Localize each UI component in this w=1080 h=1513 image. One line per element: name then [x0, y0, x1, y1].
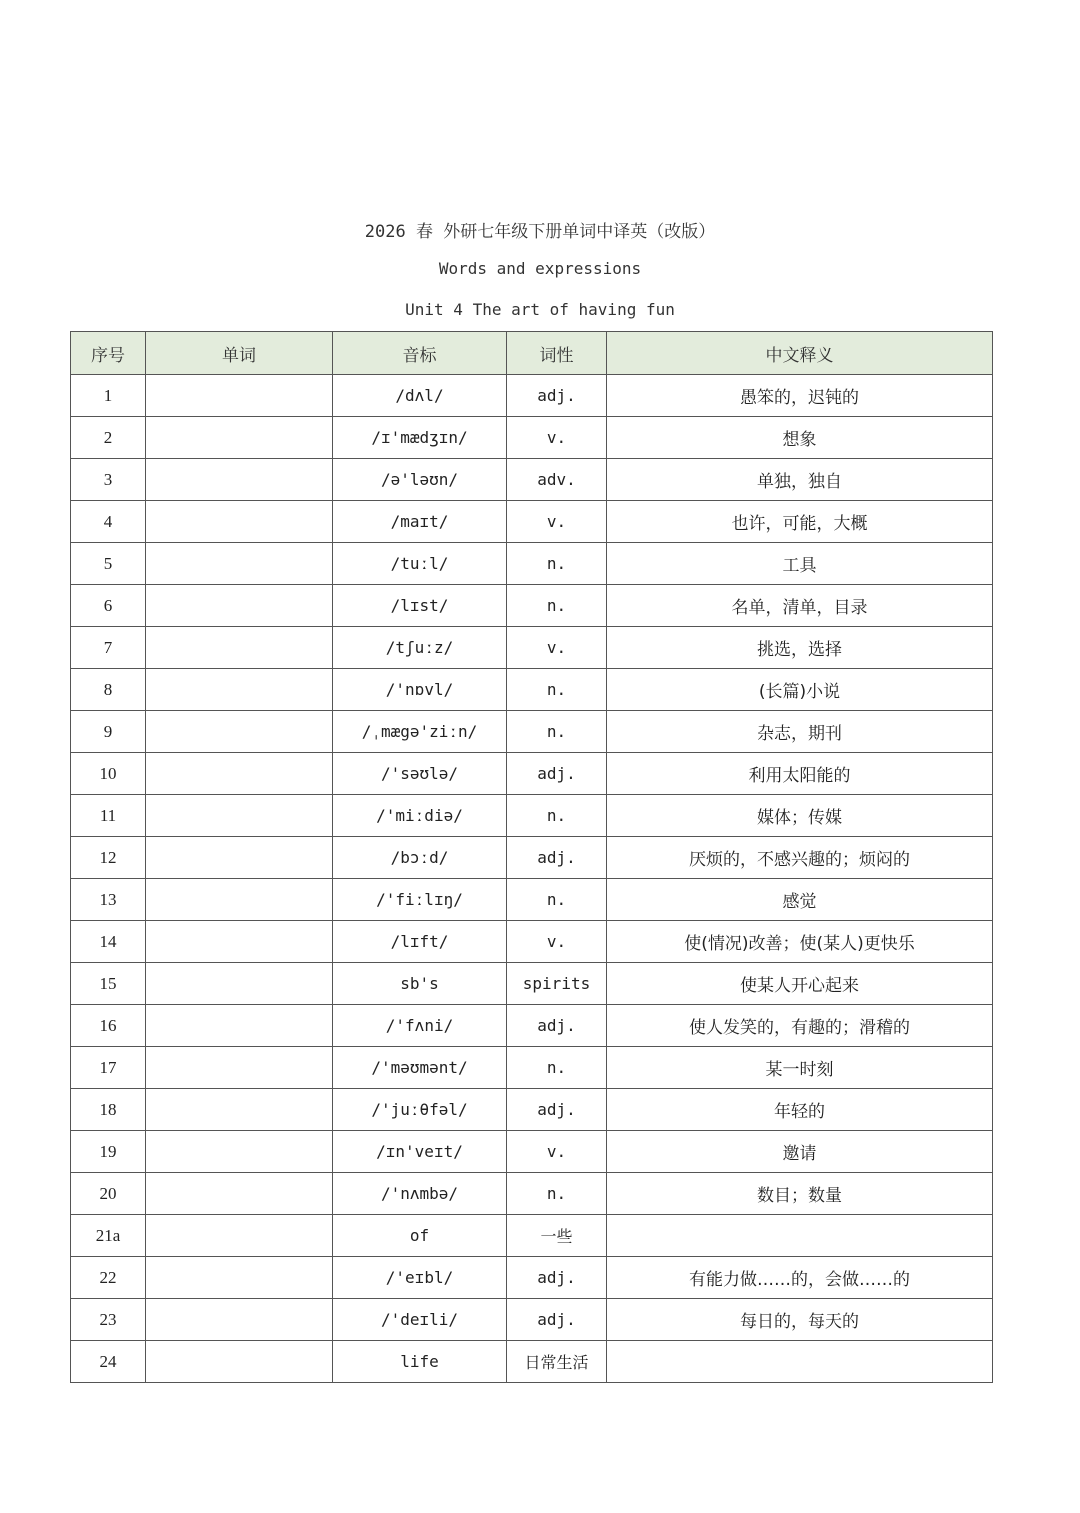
header-num: 序号 [71, 332, 146, 375]
meaning-cell: 工具 [607, 543, 993, 585]
word-cell[interactable] [146, 627, 333, 669]
word-cell[interactable] [146, 1131, 333, 1173]
table-row [71, 711, 993, 753]
word-cell[interactable] [146, 837, 333, 879]
table-row [71, 543, 993, 585]
meaning-cell [607, 1341, 993, 1383]
part-of-speech-cell: n. [507, 1173, 607, 1215]
table-body [71, 375, 993, 1383]
part-of-speech-cell: adj. [507, 375, 607, 417]
document-title: 2026 春 外研七年级下册单词中译英（改版） [364, 222, 716, 242]
table-row [71, 1005, 993, 1047]
row-number: 12 [71, 837, 146, 879]
word-cell[interactable] [146, 1005, 333, 1047]
part-of-speech-cell: spirits [507, 963, 607, 1005]
part-of-speech-cell: n. [507, 795, 607, 837]
row-number: 10 [71, 753, 146, 795]
table-row [71, 417, 993, 459]
ipa-cell: /lɪst/ [333, 585, 507, 627]
row-number: 16 [71, 1005, 146, 1047]
meaning-cell: 年轻的 [607, 1089, 993, 1131]
row-number: 8 [71, 669, 146, 711]
part-of-speech-cell: v. [507, 1131, 607, 1173]
ipa-cell: /bɔːd/ [333, 837, 507, 879]
row-number: 15 [71, 963, 146, 1005]
row-number: 18 [71, 1089, 146, 1131]
meaning-cell: 名单，清单，目录 [607, 585, 993, 627]
row-number: 21a [71, 1215, 146, 1257]
ipa-cell: /'nʌmbə/ [333, 1173, 507, 1215]
part-of-speech-cell: v. [507, 921, 607, 963]
table-row [71, 1047, 993, 1089]
unit-title: Unit 4 The art of having fun [405, 300, 675, 319]
row-number: 14 [71, 921, 146, 963]
ipa-cell: /ə'ləʊn/ [333, 459, 507, 501]
part-of-speech-cell: n. [507, 711, 607, 753]
ipa-cell: /'səʊlə/ [333, 753, 507, 795]
ipa-cell: /'məʊmənt/ [333, 1047, 507, 1089]
word-cell[interactable] [146, 1047, 333, 1089]
table-row [71, 1131, 993, 1173]
word-cell[interactable] [146, 1089, 333, 1131]
meaning-cell: 挑选，选择 [607, 627, 993, 669]
word-cell[interactable] [146, 543, 333, 585]
meaning-cell: 使某人开心起来 [607, 963, 993, 1005]
word-cell[interactable] [146, 1341, 333, 1383]
word-cell[interactable] [146, 1299, 333, 1341]
word-cell[interactable] [146, 585, 333, 627]
meaning-cell [607, 1215, 993, 1257]
meaning-cell: 有能力做……的，会做……的 [607, 1257, 993, 1299]
part-of-speech-cell: v. [507, 627, 607, 669]
table-row [71, 1341, 993, 1383]
ipa-cell: /maɪt/ [333, 501, 507, 543]
ipa-cell: /ɪ'mædʒɪn/ [333, 417, 507, 459]
row-number: 13 [71, 879, 146, 921]
meaning-cell: 使人发笑的，有趣的；滑稽的 [607, 1005, 993, 1047]
row-number: 4 [71, 501, 146, 543]
word-cell[interactable] [146, 1257, 333, 1299]
word-cell[interactable] [146, 921, 333, 963]
ipa-cell: /ɪn'veɪt/ [333, 1131, 507, 1173]
meaning-cell: 数目；数量 [607, 1173, 993, 1215]
row-number: 19 [71, 1131, 146, 1173]
word-cell[interactable] [146, 417, 333, 459]
part-of-speech-cell: adj. [507, 1257, 607, 1299]
ipa-cell: /'nɒvl/ [333, 669, 507, 711]
row-number: 7 [71, 627, 146, 669]
table-row [71, 837, 993, 879]
row-number: 5 [71, 543, 146, 585]
row-number: 3 [71, 459, 146, 501]
ipa-cell: sb's [333, 963, 507, 1005]
meaning-cell: 想象 [607, 417, 993, 459]
row-number: 9 [71, 711, 146, 753]
table-row [71, 795, 993, 837]
table-row [71, 921, 993, 963]
row-number: 24 [71, 1341, 146, 1383]
ipa-cell: /ˌmægə'ziːn/ [333, 711, 507, 753]
word-cell[interactable] [146, 711, 333, 753]
ipa-cell: /tuːl/ [333, 543, 507, 585]
meaning-cell: 单独，独自 [607, 459, 993, 501]
ipa-cell: /'miːdiə/ [333, 795, 507, 837]
part-of-speech-cell: n. [507, 669, 607, 711]
row-number: 22 [71, 1257, 146, 1299]
table-row [71, 627, 993, 669]
table-row [71, 753, 993, 795]
table-row [71, 1299, 993, 1341]
header-meaning: 中文释义 [607, 332, 993, 375]
meaning-cell: 邀请 [607, 1131, 993, 1173]
part-of-speech-cell: 日常生活 [507, 1341, 607, 1383]
meaning-cell: 某一时刻 [607, 1047, 993, 1089]
header-pos: 词性 [507, 332, 607, 375]
part-of-speech-cell: n. [507, 543, 607, 585]
row-number: 20 [71, 1173, 146, 1215]
ipa-cell: /'deɪli/ [333, 1299, 507, 1341]
meaning-cell: (长篇)小说 [607, 669, 993, 711]
ipa-cell: /tʃuːz/ [333, 627, 507, 669]
row-number: 17 [71, 1047, 146, 1089]
word-cell[interactable] [146, 669, 333, 711]
table-row [71, 669, 993, 711]
meaning-cell: 使(情况)改善；使(某人)更快乐 [607, 921, 993, 963]
ipa-cell: /'eɪbl/ [333, 1257, 507, 1299]
part-of-speech-cell: v. [507, 417, 607, 459]
table-row [71, 879, 993, 921]
ipa-cell: life [333, 1341, 507, 1383]
header-ipa: 音标 [333, 332, 507, 375]
word-cell[interactable] [146, 753, 333, 795]
meaning-cell: 利用太阳能的 [607, 753, 993, 795]
word-cell[interactable] [146, 375, 333, 417]
meaning-cell: 每日的，每天的 [607, 1299, 993, 1341]
table-row [71, 1089, 993, 1131]
table-row [71, 1257, 993, 1299]
word-cell[interactable] [146, 1173, 333, 1215]
table-row [71, 1215, 993, 1257]
ipa-cell: /lɪft/ [333, 921, 507, 963]
row-number: 6 [71, 585, 146, 627]
word-cell[interactable] [146, 501, 333, 543]
part-of-speech-cell: adj. [507, 1089, 607, 1131]
table-row [71, 963, 993, 1005]
word-cell[interactable] [146, 879, 333, 921]
meaning-cell: 也许，可能，大概 [607, 501, 993, 543]
meaning-cell: 媒体；传媒 [607, 795, 993, 837]
part-of-speech-cell: n. [507, 585, 607, 627]
meaning-cell: 感觉 [607, 879, 993, 921]
part-of-speech-cell: adj. [507, 1005, 607, 1047]
part-of-speech-cell: n. [507, 879, 607, 921]
table-row [71, 585, 993, 627]
meaning-cell: 厌烦的，不感兴趣的；烦闷的 [607, 837, 993, 879]
word-cell[interactable] [146, 1215, 333, 1257]
meaning-cell: 杂志，期刊 [607, 711, 993, 753]
section-subtitle: Words and expressions [438, 259, 642, 278]
table-row [71, 501, 993, 543]
part-of-speech-cell: adj. [507, 753, 607, 795]
part-of-speech-cell: n. [507, 1047, 607, 1089]
ipa-cell: /'fʌni/ [333, 1005, 507, 1047]
part-of-speech-cell: adj. [507, 1299, 607, 1341]
row-number: 11 [71, 795, 146, 837]
header-word: 单词 [146, 332, 333, 375]
part-of-speech-cell: 一些 [507, 1215, 607, 1257]
part-of-speech-cell: adv. [507, 459, 607, 501]
table-row [71, 459, 993, 501]
row-number: 1 [71, 375, 146, 417]
vocabulary-table [70, 331, 993, 1383]
row-number: 23 [71, 1299, 146, 1341]
ipa-cell: of [333, 1215, 507, 1257]
table-row [71, 1173, 993, 1215]
ipa-cell: /'fiːlɪŋ/ [333, 879, 507, 921]
ipa-cell: /dʌl/ [333, 375, 507, 417]
table-row [71, 375, 993, 417]
meaning-cell: 愚笨的，迟钝的 [607, 375, 993, 417]
word-cell[interactable] [146, 963, 333, 1005]
word-cell[interactable] [146, 795, 333, 837]
ipa-cell: /'juːθfəl/ [333, 1089, 507, 1131]
part-of-speech-cell: adj. [507, 837, 607, 879]
row-number: 2 [71, 417, 146, 459]
table-header-row [71, 332, 993, 375]
word-cell[interactable] [146, 459, 333, 501]
part-of-speech-cell: v. [507, 501, 607, 543]
